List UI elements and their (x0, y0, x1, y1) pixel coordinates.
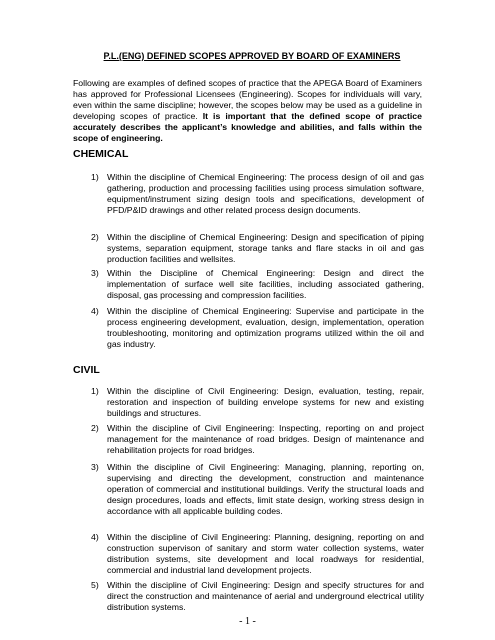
intro-text: Following are examples of defined scopes of practice that the APEGA Board of Examiners has approved for Professional Licensees (Engineering). Scopes for individuals will vary, even within the same discipline; however, the scopes below may be used as a guideline in developing scopes of practice. (73, 78, 422, 122)
item-text: Within the discipline of Civil Engineering: Design and specify structures for and direct the construction and maintenance of aerial and underground electrical utility distribution systems. (107, 580, 424, 613)
item-text: Within the discipline of Civil Engineering: Inspecting, reporting on and project management for the maintenance of road bridges. Design of maintenance and rehabilitation projects for road bridges. (107, 423, 424, 456)
page-title: P.L.(ENG) DEFINED SCOPES APPROVED BY BOARD OF EXAMINERS (103, 51, 401, 61)
list-item (91, 306, 424, 350)
item-number: 2) (91, 232, 99, 242)
intro-paragraph (73, 78, 422, 145)
list-item (91, 532, 424, 576)
item-number: 3) (91, 462, 99, 472)
item-number: 4) (91, 532, 99, 542)
item-text: Within the discipline of Civil Engineering: Design, evaluation, testing, repair, restoration and inspection of building envelope systems for new and existing buildings and structures. (107, 386, 424, 419)
item-number: 4) (91, 306, 99, 316)
item-text: Within the discipline of Chemical Engineering: Design and specification of piping systems, separation equipment, storage tanks and flare stacks in oil and gas production facilities and wellsites. (107, 232, 424, 265)
section-heading-chemical: CHEMICAL (73, 148, 129, 160)
item-number: 1) (91, 172, 99, 182)
item-text: Within the discipline of Civil Engineering: Managing, planning, reporting on, supervising and directing the development, construction and maintenance operation of commercial and institutional buildings. Verify the structural loads and design procedures, loads and effects, limit state design, working stress design in accordance with all applicable building codes. (107, 462, 424, 517)
list-item (91, 423, 424, 456)
item-text: Within the Discipline of Chemical Engineering: Design and direct the implementation of surface well site facilities, including associated gathering, disposal, gas processing and compression facilities. (107, 268, 424, 301)
list-item (91, 172, 424, 216)
list-item (91, 462, 424, 517)
item-number: 2) (91, 423, 99, 433)
list-item (91, 580, 424, 613)
item-number: 5) (91, 580, 99, 590)
list-item (91, 268, 424, 301)
list-item (91, 386, 424, 419)
item-text: Within the discipline of Civil Engineering: Planning, designing, reporting on and construction supervison of sanitary and storm water collection systems, water distribution systems, site development and local roadways for residential, commercial and industrial land development projects. (107, 532, 424, 576)
item-number: 1) (91, 386, 99, 396)
list-item (91, 232, 424, 265)
item-text: Within the discipline of Chemical Engineering: The process design of oil and gas gathering, production and processing facilities using process simulation software, equipment/instrument sizing design tools and specifications, development of PFD/P&ID drawings and other related process design documents. (107, 172, 424, 216)
intro-emphasis: It is important that the defined scope of practice accurately describes the applicant’s knowledge and abilities, and falls within the scope of engineering. (73, 111, 422, 144)
item-text: Within the discipline of Chemical Engineering: Supervise and participate in the process engineering development, evaluation, design, implementation, operation troubleshooting, monitoring and optimization programs utilized within the oil and gas industry. (107, 306, 424, 350)
item-number: 3) (91, 268, 99, 278)
section-heading-civil: CIVIL (73, 364, 100, 376)
page-number: - 1 - (239, 616, 256, 627)
